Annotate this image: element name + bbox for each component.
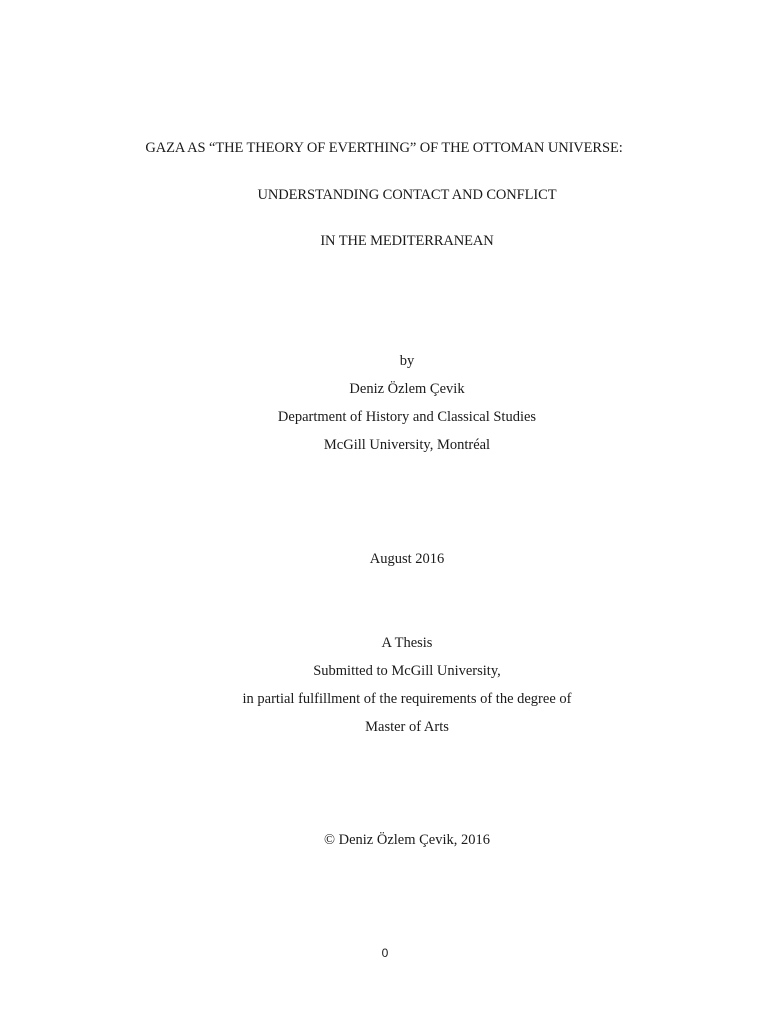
submission-date: August 2016 [369, 551, 445, 567]
submitted-to: Submitted to McGill University, [313, 663, 501, 679]
title-line-2: UNDERSTANDING CONTACT AND CONFLICT [257, 187, 557, 203]
copyright-notice: © Deniz Özlem Çevik, 2016 [323, 832, 491, 848]
by-label: by [399, 353, 415, 369]
page-number: 0 [381, 946, 389, 960]
author-name: Deniz Özlem Çevik [349, 381, 465, 397]
title-line-3: IN THE MEDITERRANEAN [320, 233, 494, 249]
title-line-1: GAZA AS “THE THEORY OF EVERTHING” OF THE OTTOMAN UNIVERSE: [145, 140, 623, 156]
university-name: McGill University, Montréal [323, 437, 491, 453]
fulfillment-statement: in partial fulfillment of the requirements of the degree of [242, 691, 572, 707]
department-name: Department of History and Classical Studies [277, 409, 537, 425]
document-type: A Thesis [381, 635, 433, 651]
degree-name: Master of Arts [365, 719, 449, 735]
